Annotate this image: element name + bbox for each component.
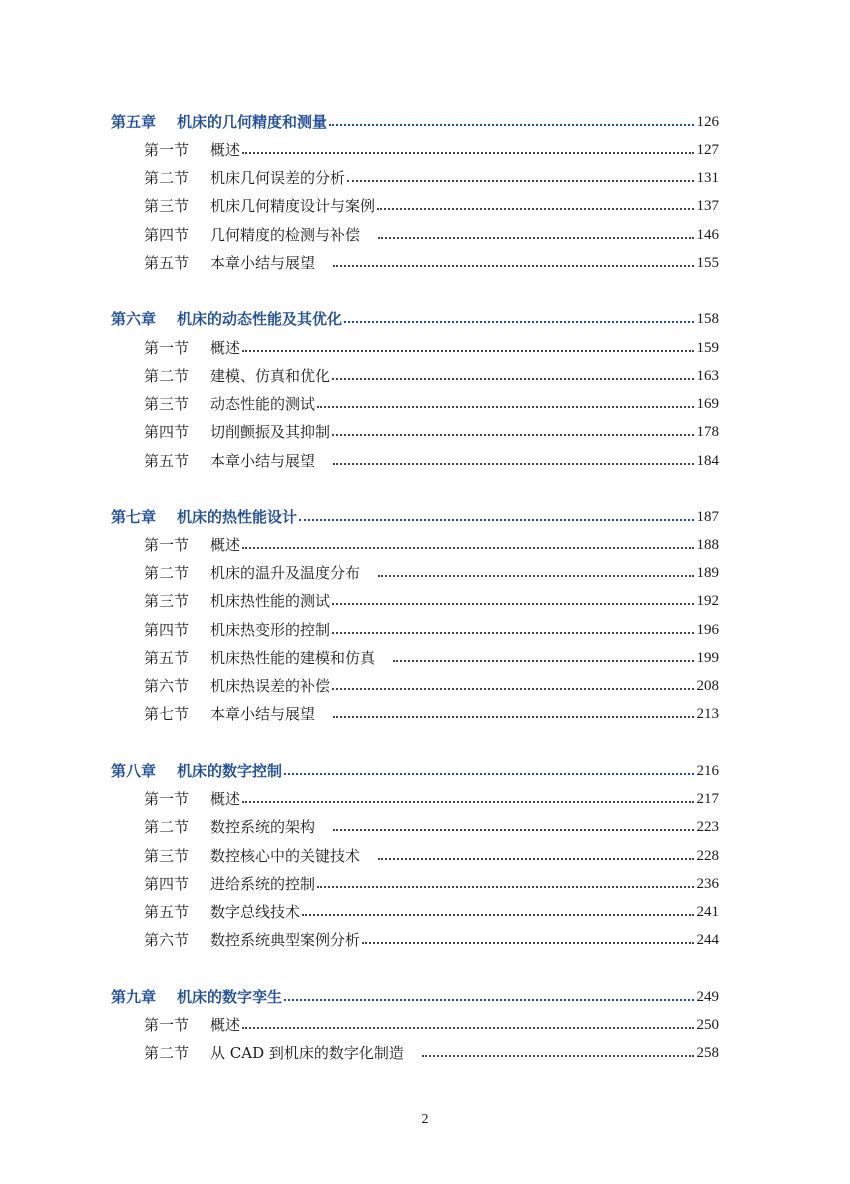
section-number: 第五节 [144, 649, 190, 667]
section-page: 184 [696, 453, 719, 469]
section-title: 概述 [210, 339, 241, 357]
section-number: 第六节 [144, 931, 190, 949]
leader-dots [332, 619, 693, 641]
toc-section-6-1[interactable] [144, 337, 719, 359]
leader-dots [344, 308, 693, 330]
toc-section-7-3[interactable] [144, 590, 719, 612]
leader-dots [242, 337, 693, 359]
section-number: 第二节 [144, 564, 190, 582]
section-page: 189 [696, 565, 719, 581]
section-title: 机床热性能的测试 [210, 592, 331, 610]
leader-dots [422, 1042, 694, 1064]
leader-dots [332, 675, 693, 697]
leader-dots [284, 986, 693, 1008]
toc-section-6-2[interactable] [144, 365, 719, 387]
section-title: 概述 [210, 536, 241, 554]
toc-section-5-5[interactable] [144, 252, 719, 274]
leader-dots [378, 224, 693, 246]
section-number: 第五节 [144, 452, 190, 470]
toc-section-5-2[interactable] [144, 167, 719, 189]
leader-dots [302, 901, 693, 923]
section-number: 第四节 [144, 226, 190, 244]
toc-chapter-9[interactable] [111, 986, 719, 1008]
section-number: 第六节 [144, 677, 190, 695]
leader-dots [299, 506, 693, 528]
section-number: 第七节 [144, 705, 190, 723]
section-title: 数控核心中的关键技术 [210, 847, 361, 865]
section-title: 数控系统的架构 [210, 818, 316, 836]
toc-section-9-1[interactable] [144, 1014, 719, 1036]
section-page: 258 [696, 1045, 719, 1061]
section-number: 第二节 [144, 367, 190, 385]
section-page: 127 [696, 142, 719, 158]
page-number: 2 [421, 1112, 429, 1127]
toc-section-8-5[interactable] [144, 901, 719, 923]
leader-dots [378, 845, 693, 867]
section-page: 137 [696, 198, 719, 214]
section-number: 第二节 [144, 818, 190, 836]
leader-dots [242, 534, 693, 556]
section-page: 199 [696, 650, 719, 666]
chapter-page: 158 [696, 311, 719, 327]
section-title: 机床热误差的补偿 [210, 677, 331, 695]
leader-dots [393, 647, 693, 669]
section-title: 机床热变形的控制 [210, 621, 331, 639]
section-number: 第三节 [144, 592, 190, 610]
toc-section-9-2[interactable] [144, 1042, 719, 1064]
leader-dots [347, 167, 693, 189]
section-page: 188 [696, 537, 719, 553]
leader-dots [333, 703, 693, 725]
section-title: 机床的温升及温度分布 [210, 564, 361, 582]
section-page: 228 [696, 848, 719, 864]
section-number: 第二节 [144, 169, 190, 187]
section-title: 机床热性能的建模和仿真 [210, 649, 376, 667]
leader-dots [378, 562, 693, 584]
section-title: 切削颤振及其抑制 [210, 423, 331, 441]
toc-section-7-4[interactable] [144, 619, 719, 641]
section-number: 第三节 [144, 395, 190, 413]
leader-dots [333, 252, 693, 274]
chapter-page: 249 [696, 989, 719, 1005]
leader-dots [333, 816, 693, 838]
leader-dots [377, 195, 693, 217]
section-title: 本章小结与展望 [210, 254, 316, 272]
section-title: 数字总线技术 [210, 903, 301, 921]
chapter-title: 机床的数字孪生 [177, 988, 283, 1006]
section-title: 从 CAD 到机床的数字化制造 [210, 1044, 404, 1062]
leader-dots [317, 873, 693, 895]
section-number: 第三节 [144, 847, 190, 865]
chapter-page: 216 [696, 763, 719, 779]
chapter-number: 第七章 [111, 508, 157, 526]
toc-section-8-3[interactable] [144, 845, 719, 867]
toc-section-7-5[interactable] [144, 647, 719, 669]
leader-dots [332, 365, 693, 387]
toc-chapter-6[interactable] [111, 308, 719, 330]
toc-section-6-4[interactable] [144, 421, 719, 443]
section-number: 第一节 [144, 1016, 190, 1034]
leader-dots [332, 421, 693, 443]
leader-dots [242, 1014, 693, 1036]
chapter-page: 187 [696, 509, 719, 525]
section-page: 213 [696, 706, 719, 722]
section-title: 机床几何误差的分析 [210, 169, 346, 187]
toc-section-7-6[interactable] [144, 675, 719, 697]
section-page: 250 [696, 1017, 719, 1033]
section-number: 第一节 [144, 339, 190, 357]
toc-section-6-5[interactable] [144, 450, 719, 472]
section-number: 第二节 [144, 1044, 190, 1062]
leader-dots [284, 760, 693, 782]
section-title: 进给系统的控制 [210, 875, 316, 893]
toc-section-7-7[interactable] [144, 703, 719, 725]
leader-dots [242, 788, 693, 810]
section-number: 第五节 [144, 254, 190, 272]
toc-section-7-2[interactable] [144, 562, 719, 584]
section-title: 建模、仿真和优化 [210, 367, 331, 385]
chapter-title: 机床的动态性能及其优化 [177, 310, 343, 328]
section-page: 196 [696, 622, 719, 638]
chapter-number: 第九章 [111, 988, 157, 1006]
section-page: 178 [696, 424, 719, 440]
toc-section-6-3[interactable] [144, 393, 719, 415]
chapter-number: 第八章 [111, 762, 157, 780]
leader-dots [329, 111, 693, 133]
section-page: 163 [696, 368, 719, 384]
section-number: 第五节 [144, 903, 190, 921]
section-number: 第一节 [144, 141, 190, 159]
section-title: 几何精度的检测与补偿 [210, 226, 361, 244]
section-number: 第四节 [144, 621, 190, 639]
chapter-title: 机床的几何精度和测量 [177, 113, 328, 131]
section-title: 概述 [210, 141, 241, 159]
section-page: 208 [696, 678, 719, 694]
section-page: 169 [696, 396, 719, 412]
leader-dots [333, 450, 693, 472]
section-page: 155 [696, 255, 719, 271]
section-title: 概述 [210, 790, 241, 808]
section-page: 146 [696, 227, 719, 243]
section-page: 217 [696, 791, 719, 807]
chapter-title: 机床的数字控制 [177, 762, 283, 780]
section-number: 第一节 [144, 536, 190, 554]
section-title: 本章小结与展望 [210, 452, 316, 470]
section-title: 概述 [210, 1016, 241, 1034]
toc-chapter-7[interactable] [111, 506, 719, 528]
chapter-number: 第六章 [111, 310, 157, 328]
section-page: 244 [696, 932, 719, 948]
section-page: 159 [696, 340, 719, 356]
chapter-number: 第五章 [111, 113, 157, 131]
section-page: 192 [696, 593, 719, 609]
toc-chapter-8[interactable] [111, 760, 719, 782]
chapter-title: 机床的热性能设计 [177, 508, 298, 526]
toc-section-8-1[interactable] [144, 788, 719, 810]
leader-dots [242, 139, 693, 161]
section-page: 131 [696, 170, 719, 186]
toc-section-8-6[interactable] [144, 929, 719, 951]
section-number: 第三节 [144, 197, 190, 215]
section-title: 本章小结与展望 [210, 705, 316, 723]
toc-section-8-4[interactable] [144, 873, 719, 895]
section-title: 机床几何精度设计与案例 [210, 197, 376, 215]
toc-chapter-5[interactable] [111, 111, 719, 133]
leader-dots [317, 393, 693, 415]
toc-section-5-1[interactable] [144, 139, 719, 161]
toc-section-5-4[interactable] [144, 224, 719, 246]
leader-dots [332, 590, 693, 612]
section-title: 动态性能的测试 [210, 395, 316, 413]
section-title: 数控系统典型案例分析 [210, 931, 361, 949]
section-number: 第一节 [144, 790, 190, 808]
section-page: 223 [696, 819, 719, 835]
leader-dots [362, 929, 693, 951]
toc-section-7-1[interactable] [144, 534, 719, 556]
section-number: 第四节 [144, 423, 190, 441]
section-page: 241 [696, 904, 719, 920]
toc-section-5-3[interactable] [144, 195, 719, 217]
section-number: 第四节 [144, 875, 190, 893]
chapter-page: 126 [696, 114, 719, 130]
section-page: 236 [696, 876, 719, 892]
toc-section-8-2[interactable] [144, 816, 719, 838]
